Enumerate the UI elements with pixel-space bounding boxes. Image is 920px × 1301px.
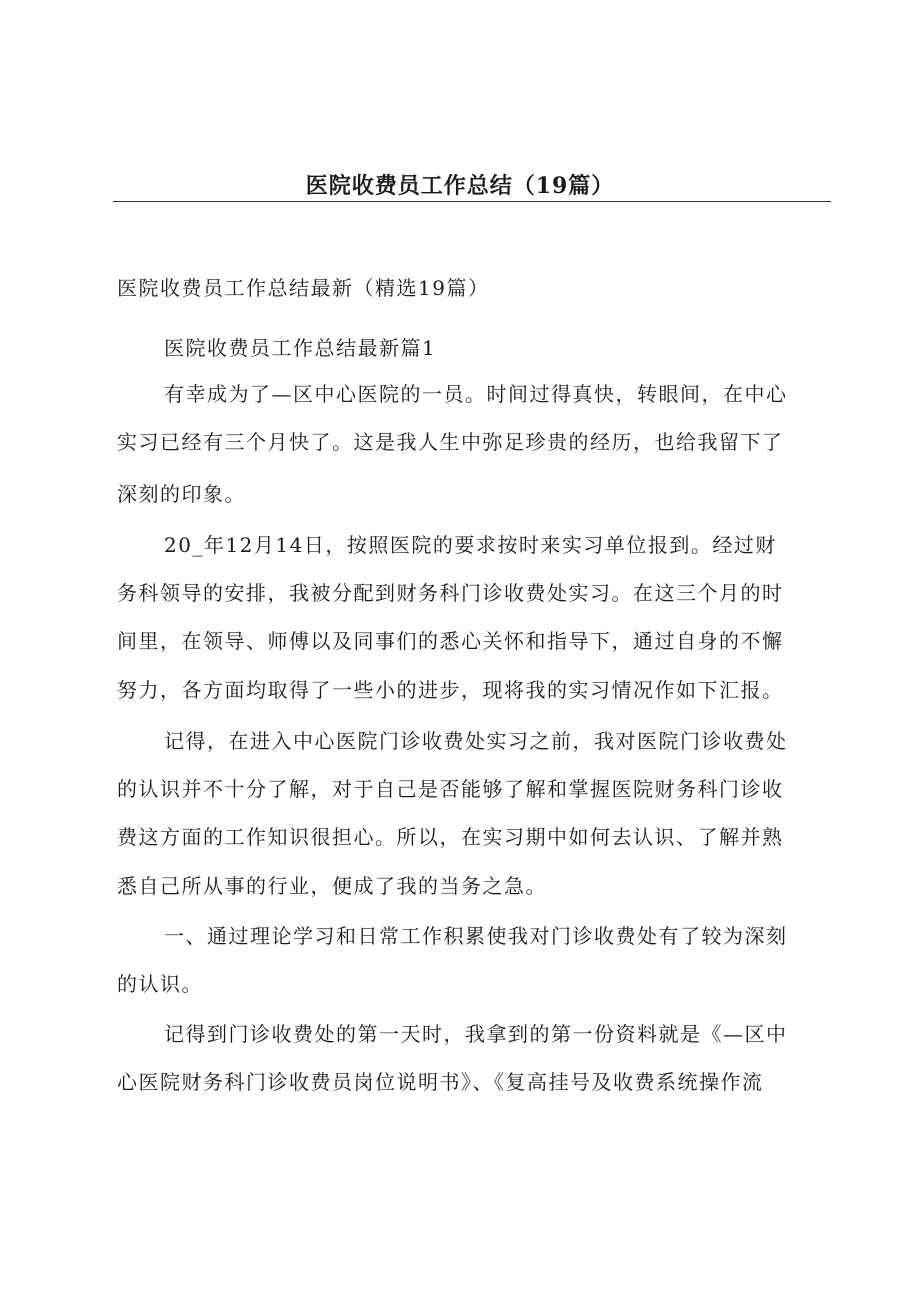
paragraph-line: 间里，在领导、师傅以及同事们的悉心关怀和指导下，通过自身的不懈 — [117, 629, 784, 653]
section-heading: 医院收费员工作总结最新篇1 — [164, 336, 437, 360]
paragraph-line: 记得，在进入中心医院门诊收费处实习之前，我对医院门诊收费处 — [164, 729, 788, 753]
paragraph-line: 深刻的印象。 — [117, 482, 246, 506]
paragraph-line: 心医院财务科门诊收费员岗位说明书》、《复高挂号及收费系统操作流 — [117, 1070, 764, 1094]
paragraph-line: 实习已经有三个月快了。这是我人生中弥足珍贵的经历，也给我留下了 — [117, 430, 784, 454]
paragraph-line: 努力，各方面均取得了一些小的进步，现将我的实习情况作如下汇报。 — [117, 678, 784, 702]
paragraph-line: 的认识。 — [117, 972, 203, 996]
paragraph-line: 费这方面的工作知识很担心。所以，在实习期中如何去认识、了解并熟 — [117, 825, 784, 849]
paragraph-line: 务科领导的安排，我被分配到财务科门诊收费处实习。在这三个月的时 — [117, 581, 784, 605]
paragraph-line: 记得到门诊收费处的第一天时，我拿到的第一份资料就是《—区中 — [164, 1022, 788, 1046]
paragraph-line: 20_年12月14日，按照医院的要求按时来实习单位报到。经过财 — [164, 533, 777, 557]
paragraph-line: 悉自己所从事的行业，便成了我的当务之急。 — [117, 874, 547, 898]
title-divider — [113, 201, 831, 202]
paragraph-line: 一、通过理论学习和日常工作积累使我对门诊收费处有了较为深刻 — [164, 924, 788, 948]
page-title: 医院收费员工作总结（19篇） — [305, 173, 615, 199]
paragraph-line: 的认识并不十分了解，对于自己是否能够了解和掌握医院财务科门诊收 — [117, 777, 784, 801]
paragraph-line: 有幸成为了—区中心医院的一员。时间过得真快，转眼间，在中心 — [164, 382, 788, 406]
document-subtitle: 医院收费员工作总结最新（精选19篇） — [117, 276, 490, 300]
